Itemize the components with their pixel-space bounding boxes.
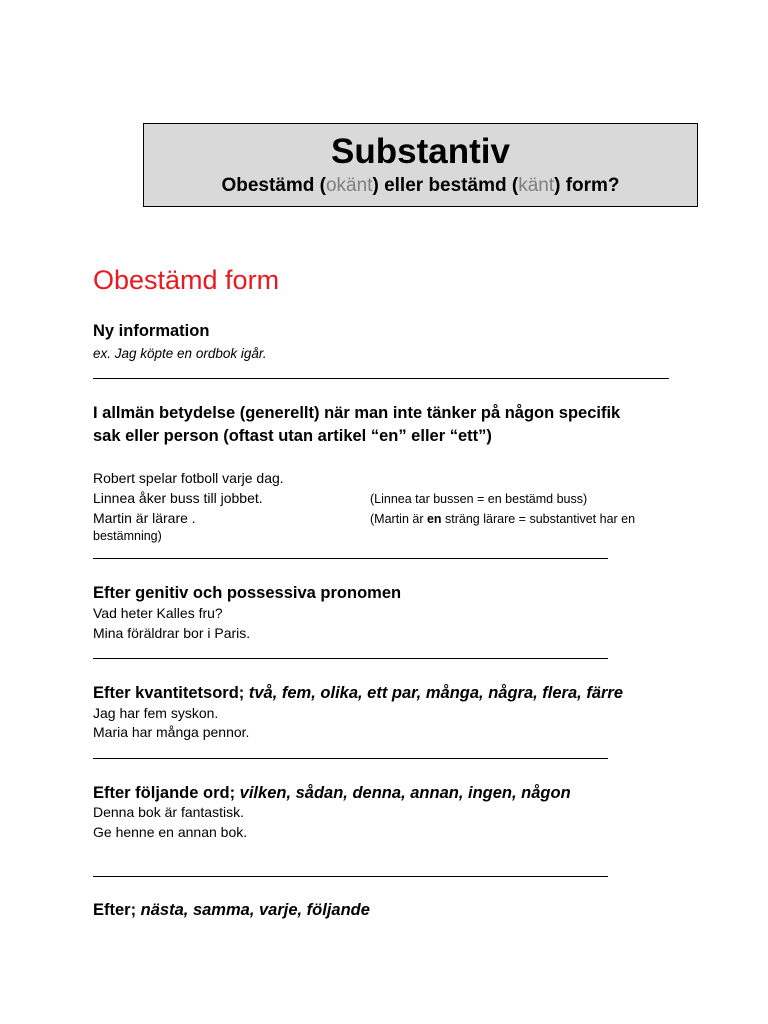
efter-heading [93, 899, 370, 922]
ny-information-heading: Ny information [93, 322, 210, 340]
genitiv-example-1: Vad heter Kalles fru? [93, 605, 223, 621]
page-title: Substantiv [331, 132, 510, 171]
subtitle-word-kant: känt [518, 175, 555, 196]
divider-line [93, 558, 608, 559]
genitiv-heading: Efter genitiv och possessiva pronomen [93, 584, 402, 602]
allman-note-3-part2: sträng lärare = substantivet har en [441, 512, 636, 526]
allman-note-3-continued: bestämning) [93, 529, 162, 543]
subtitle-part2: ) eller bestämd ( [372, 175, 519, 196]
genitiv-example-2: Mina föräldrar bor i Paris. [93, 625, 251, 641]
foljande-example-1: Denna bok är fantastisk. [93, 804, 244, 820]
divider-line [93, 378, 669, 379]
kvantitet-heading-italic: två, fem, olika, ett par, många, några, flera, färre [248, 684, 624, 702]
subtitle-part1: Obestämd ( [221, 175, 326, 196]
section-heading: Obestämd form [93, 265, 280, 295]
subtitle-word-okant: okänt [325, 175, 373, 196]
allman-example-1: Robert spelar fotboll varje dag. [93, 470, 284, 486]
efter-heading-italic: nästa, samma, varje, följande [140, 901, 370, 919]
allman-heading-line1: I allmän betydelse (generellt) när man inte tänker på någon specifik [93, 404, 621, 422]
efter-heading-text: Efter; [93, 901, 141, 919]
kvantitet-heading [93, 682, 623, 705]
divider-line [93, 876, 608, 877]
foljande-example-2: Ge henne en annan bok. [93, 824, 248, 840]
allman-note-3 [370, 510, 635, 528]
allman-example-3: Martin är lärare . [93, 510, 196, 526]
allman-heading-line2: sak eller person (oftast utan artikel “en” eller “ett”) [93, 427, 492, 445]
foljande-heading-text: Efter följande ord; [93, 784, 240, 802]
foljande-heading-italic: vilken, sådan, denna, annan, ingen, någon [239, 784, 571, 802]
kvantitet-example-1: Jag har fem syskon. [93, 705, 219, 721]
allman-example-2: Linnea åker buss till jobbet. [93, 490, 263, 506]
title-box [143, 123, 698, 207]
divider-line [93, 658, 608, 659]
page-subtitle [144, 174, 697, 198]
subtitle-part3: ) form? [554, 175, 620, 196]
kvantitet-example-2: Maria har många pennor. [93, 724, 250, 740]
divider-line [93, 758, 608, 759]
kvantitet-heading-text: Efter kvantitetsord; [93, 684, 249, 702]
allman-note-3-bold: en [426, 512, 442, 526]
allman-note-3-part1: (Martin är [370, 512, 427, 526]
allman-note-2: (Linnea tar bussen = en bestämd buss) [370, 492, 588, 506]
ny-information-example: ex. Jag köpte en ordbok igår. [93, 346, 267, 361]
